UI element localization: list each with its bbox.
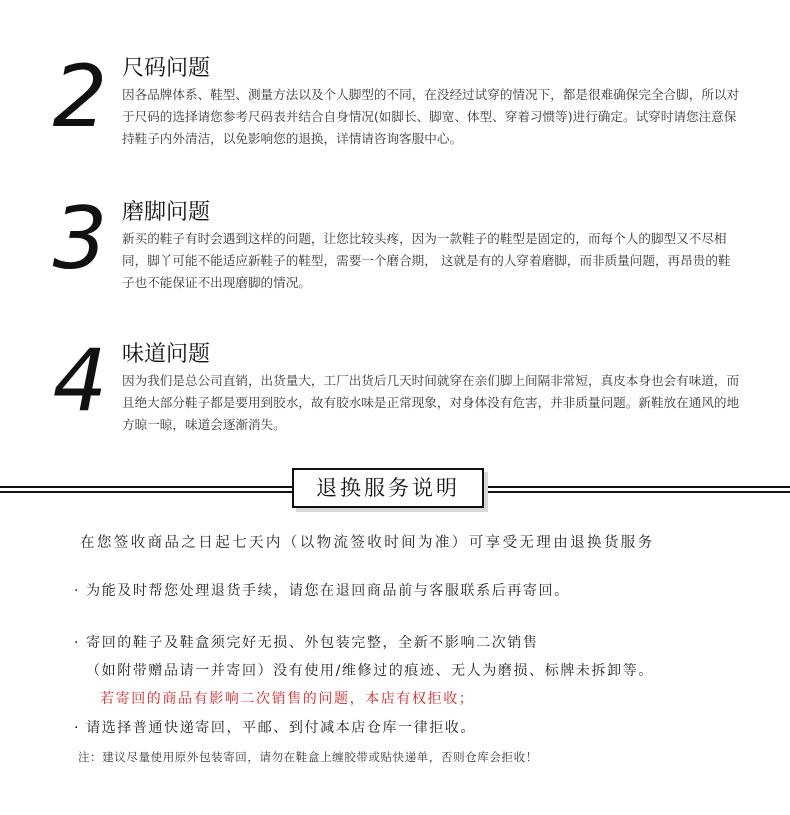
returns-note: 注：建议尽量使用原外包装寄回，请勿在鞋盒上缠胶带或贴快递单，否则仓库会拒收！	[78, 750, 538, 764]
returns-bullet-condition: · 寄回的鞋子及鞋盒须完好无损、外包装完整，全新不影响二次销售	[74, 635, 539, 651]
section-title: 磨脚问题	[122, 200, 211, 225]
section-number: 4	[52, 331, 106, 431]
returns-divider	[0, 466, 790, 514]
returns-bullet-condition-cont: （如附带赠品请一并寄回）没有使用/维修过的痕迹、无人为磨损、标牌未拆卸等。	[86, 663, 654, 679]
returns-warning: 若寄回的商品有影响二次销售的问题，本店有权拒收；	[100, 691, 475, 707]
section-number: 2	[52, 47, 106, 147]
returns-banner-title: 退换服务说明	[292, 468, 484, 508]
returns-bullet-shipping: · 请选择普通快递寄回，平邮、到付减本店仓库一律拒收。	[74, 720, 477, 736]
returns-headline: 在您签收商品之日起七天内（以物流签收时间为准）可享受无理由退换货服务	[80, 535, 655, 551]
section-body: 因为我们是总公司直销，出货量大，工厂出货后几天时间就穿在亲们脚上间隔非常短，真皮本身也会有味道，而且绝大部分鞋子都是要用到胶水，故有胶水味是正常现象，对身体没有危害，并非质量问题。新鞋放在通风的地方晾一晾，味道会逐渐消失。	[122, 373, 740, 432]
section-body: 因各品牌体系、鞋型、测量方法以及个人脚型的不同，在没经过试穿的情况下，都是很难确保完全合脚，所以对于尺码的选择请您参考尺码表并结合自身情况(如脚长、脚宽、体型、穿着习惯等)进行确定。试穿时请您注意保持鞋子内外清洁，以免影响您的退换，详情请咨询客服中心。	[122, 87, 740, 146]
section-title: 味道问题	[122, 342, 211, 367]
section-title: 尺码问题	[122, 56, 211, 81]
section-body: 新买的鞋子有时会遇到这样的问题，让您比较头疼，因为一款鞋子的鞋型是固定的，而每个人的脚型又不尽相同，脚丫可能不能适应新鞋子的鞋型，需要一个磨合期， 这就是有的人穿着磨脚，而非质量问题，再昂贵的鞋子也不能保证不出现磨脚的情况。	[122, 231, 731, 290]
returns-bullet-contact: · 为能及时帮您处理退货手续，请您在退回商品前与客服联系后再寄回。	[74, 583, 570, 599]
section-number: 3	[52, 189, 106, 289]
